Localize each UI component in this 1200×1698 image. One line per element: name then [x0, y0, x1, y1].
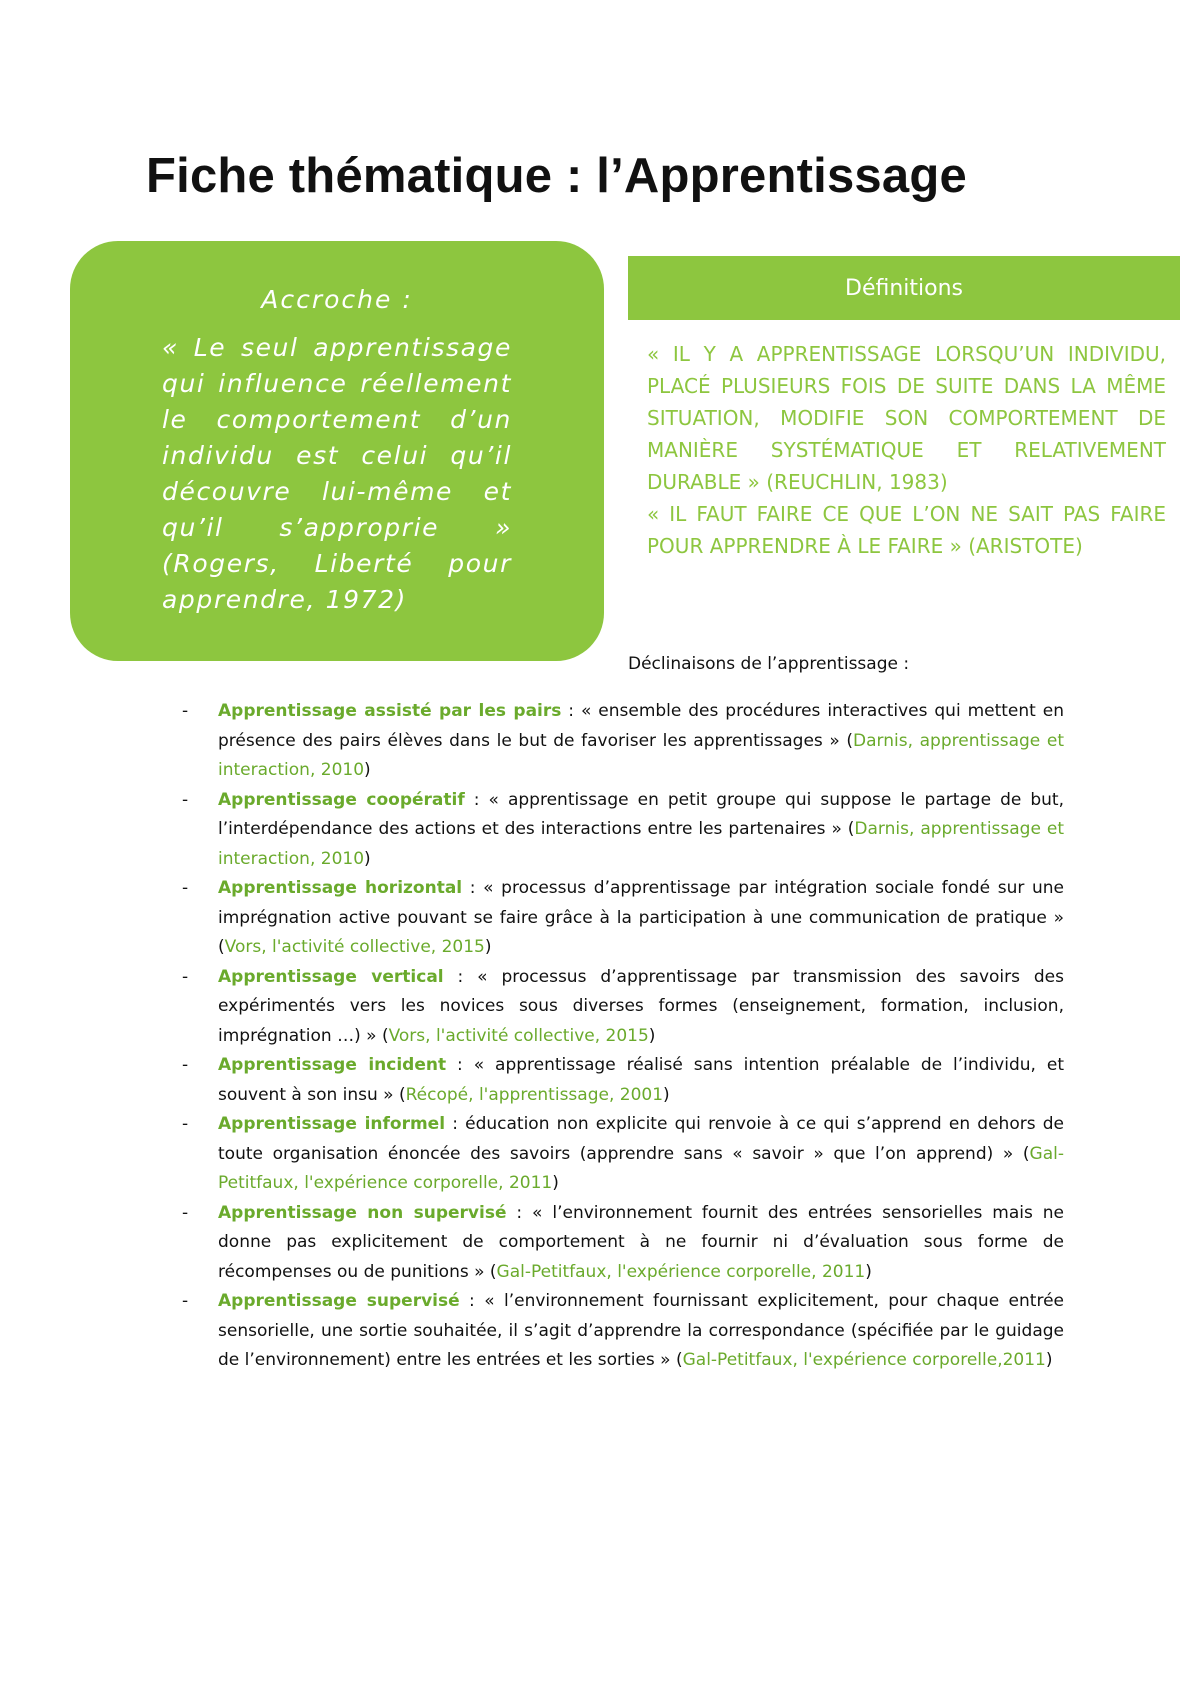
item-close: )	[364, 848, 371, 869]
item-separator: :	[561, 701, 581, 721]
item-term: Apprentissage horizontal	[218, 878, 463, 898]
item-separator: :	[464, 789, 489, 810]
definition-reuchlin: « IL Y A APPRENTISSAGE LORSQU’UN INDIVIDU, PLACÉ PLUSIEURS FOIS DE SUITE DANS LA MÊME SITUATION, MODIFIE SON COMPORTEMENT DE MANIÈRE SYSTÉMATIQUE ET RELATIVEMENT DURABLE » (REUCHLIN, 1983)	[647, 342, 1166, 494]
page-title: Fiche thématique : l’Apprentissage	[146, 149, 967, 203]
item-reference: Darnis, apprentissage et interaction, 2010	[218, 819, 1064, 869]
item-separator: :	[443, 966, 478, 987]
item-term: Apprentissage supervisé	[218, 1291, 460, 1311]
item-text: éducation non explicite qui renvoie à ce qui s’apprend en dehors de toute organisation énoncée des savoirs (apprendre sans « savoir » que l’on apprend) » (	[218, 1114, 1064, 1164]
item-text: « apprentissage en petit groupe qui suppose le partage de but, l’interdépendance des actions et des interactions entre les partenaires » (	[218, 789, 1064, 839]
item-close: )	[648, 1025, 656, 1046]
item-close: )	[1045, 1350, 1053, 1370]
list-item	[180, 1199, 1064, 1288]
item-term: Apprentissage vertical	[218, 966, 444, 987]
item-close: )	[484, 937, 492, 957]
item-term: Apprentissage assisté par les pairs	[218, 701, 562, 721]
list-item	[180, 697, 1064, 786]
list-item	[180, 874, 1064, 963]
list-item	[180, 1110, 1064, 1199]
definitions-header	[628, 256, 1180, 320]
hook-box	[70, 241, 604, 661]
declinaisons-heading: Déclinaisons de l’apprentissage :	[628, 654, 910, 674]
list-item	[180, 963, 1064, 1052]
item-separator: :	[446, 1055, 474, 1075]
item-term: Apprentissage informel	[218, 1114, 446, 1134]
item-text: « processus d’apprentissage par intégration sociale fondé sur une imprégnation active pouvant se faire grâce à la participation à une communication de pratique » (	[218, 878, 1064, 957]
item-reference: Vors, l'activité collective, 2015	[388, 1025, 649, 1046]
item-reference: Gal-Petitfaux, l'expérience corporelle,2011	[682, 1350, 1046, 1370]
item-reference: Récopé, l'apprentissage, 2001	[405, 1084, 664, 1105]
definition-aristote: « IL FAUT FAIRE CE QUE L’ON NE SAIT PAS FAIRE POUR APPRENDRE À LE FAIRE » (ARISTOTE)	[647, 502, 1166, 558]
list-item	[180, 786, 1064, 875]
hook-heading: Accroche :	[261, 285, 413, 314]
item-text: « ensemble des procédures interactives qui mettent en présence des pairs élèves dans le but de favoriser les apprentissages » (	[218, 701, 1064, 751]
item-reference: Gal-Petitfaux, l'expérience corporelle, 2011	[218, 1143, 1064, 1193]
definitions-heading: Définitions	[845, 275, 963, 301]
item-term: Apprentissage incident	[218, 1055, 447, 1075]
item-reference: Vors, l'activité collective, 2015	[224, 937, 485, 957]
item-separator: :	[506, 1202, 533, 1223]
item-close: )	[865, 1261, 872, 1282]
item-term: Apprentissage coopératif	[218, 789, 465, 810]
hook-quote: « Le seul apprentissage qui influence réellement le comportement d’un individu est celui qu’il découvre lui-même et qu’il s’approprie » (Rogers, Liberté pour apprendre, 1972)	[162, 333, 512, 614]
item-close: )	[663, 1084, 670, 1105]
item-text: « processus d’apprentissage par transmission des savoirs des expérimentés vers les novices sous diverses formes (enseignement, formation, inclusion, imprégnation …) » (	[218, 966, 1064, 1046]
declinaisons-list	[180, 697, 1064, 1376]
item-separator: :	[459, 1291, 485, 1311]
item-close: )	[364, 760, 371, 780]
item-reference: Gal-Petitfaux, l'expérience corporelle, 2011	[496, 1261, 866, 1282]
item-close: )	[552, 1173, 559, 1193]
item-reference: Darnis, apprentissage et interaction, 2010	[218, 730, 1064, 780]
item-separator: :	[445, 1114, 466, 1134]
list-item	[180, 1287, 1064, 1376]
list-item	[180, 1051, 1064, 1110]
item-separator: :	[462, 878, 484, 898]
definitions-text	[647, 338, 1166, 562]
item-text: « apprentissage réalisé sans intention préalable de l’individu, et souvent à son insu » (	[218, 1055, 1064, 1105]
item-text: « l’environnement fournit des entrées sensorielles mais ne donne pas explicitement de comportement à ne fournir ni d’évaluation sous forme de récompenses ou de punitions » (	[218, 1202, 1064, 1282]
item-text: « l’environnement fournissant explicitement, pour chaque entrée sensorielle, une sortie souhaitée, il s’agit d’apprendre la correspondance (spécifiée par le guidage de l’environnement) entre les entrées et les sorties » (	[218, 1291, 1064, 1370]
item-term: Apprentissage non supervisé	[218, 1202, 507, 1223]
